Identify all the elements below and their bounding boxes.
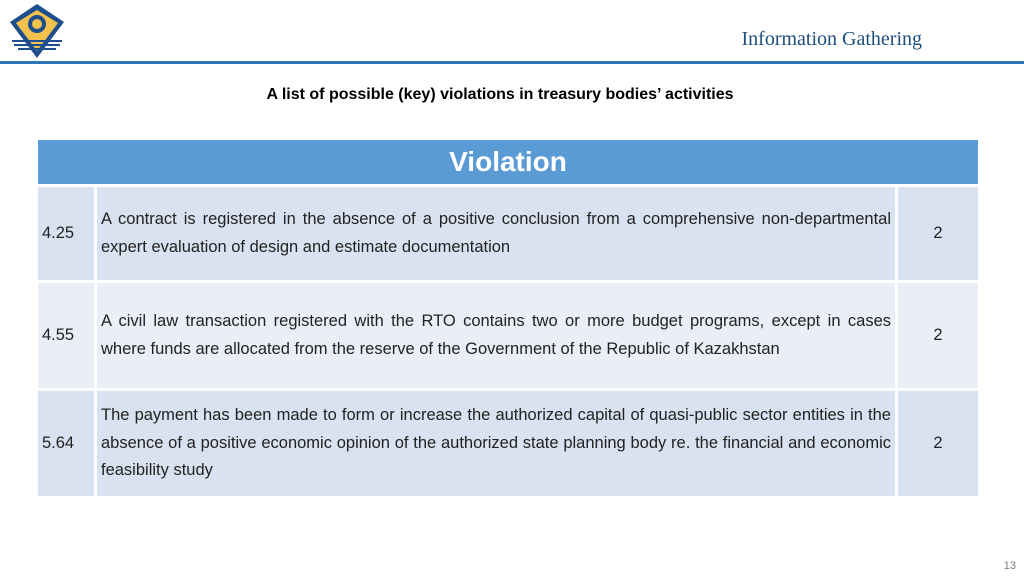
- violation-code: 5.64: [38, 391, 97, 499]
- emblem-logo: [4, 2, 70, 60]
- violation-code: 4.55: [38, 283, 97, 391]
- violation-code: 4.25: [38, 187, 97, 283]
- violation-value: 2: [898, 283, 978, 391]
- violation-value: 2: [898, 391, 978, 499]
- table-row: [38, 391, 978, 499]
- page-subtitle: A list of possible (key) violations in treasury bodies’ activities: [266, 86, 734, 103]
- header-divider: [0, 61, 1024, 64]
- violations-table: [38, 140, 978, 499]
- column-header-violation: Violation: [38, 140, 978, 187]
- header-title: Information Gathering: [741, 28, 922, 50]
- violation-description: A contract is registered in the absence of a positive conclusion from a comprehensive non-departmental expert evaluation of design and estimate documentation: [97, 187, 898, 283]
- violation-description: A civil law transaction registered with the RTO contains two or more budget programs, except in cases where funds are allocated from the reserve of the Government of the Republic of Kazakhstan: [97, 283, 898, 391]
- violation-description: The payment has been made to form or increase the authorized capital of quasi-public sector entities in the absence of a positive economic opinion of the authorized state planning body re. the financial and economic feasibility study: [97, 391, 898, 499]
- table-row: [38, 283, 978, 391]
- table-header-row: [38, 140, 978, 187]
- violation-value: 2: [898, 187, 978, 283]
- table-row: [38, 187, 978, 283]
- page-number: 13: [1003, 560, 1016, 572]
